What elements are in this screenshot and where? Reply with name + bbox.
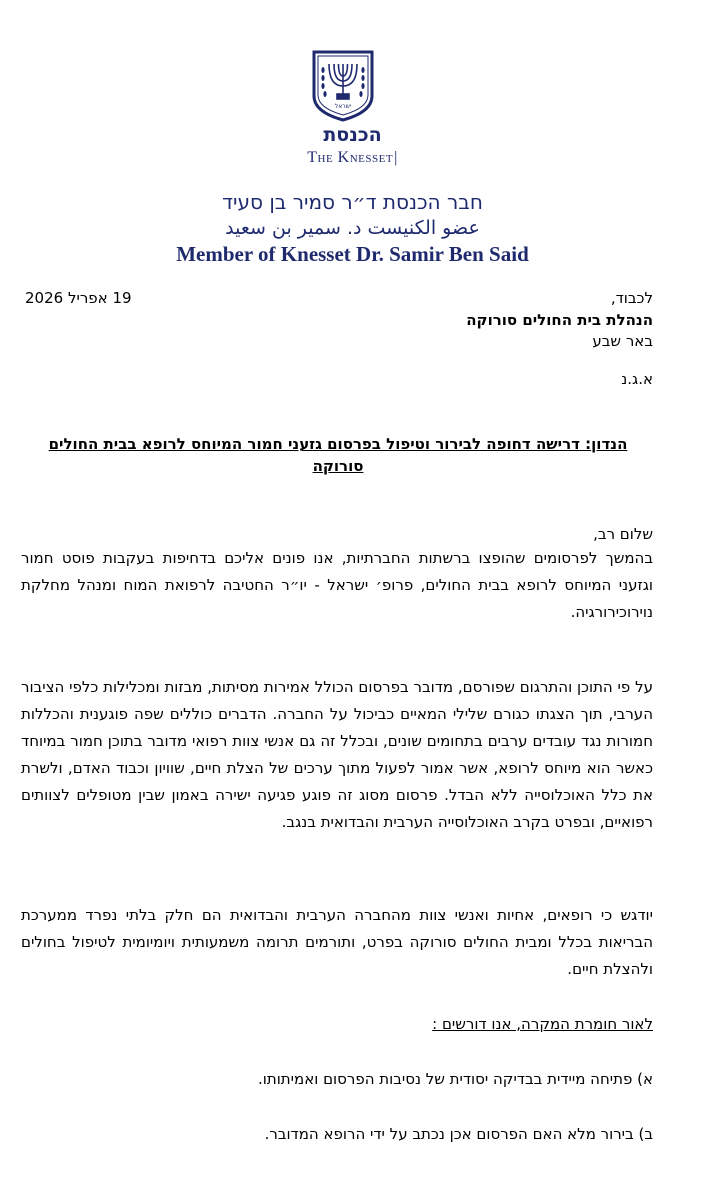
greeting-abbreviation: א.ג.נ <box>621 370 653 388</box>
letter-date: 19 אפריל 2026 <box>25 289 132 307</box>
recipient-organization: הנהלת בית החולים סורוקה <box>466 311 653 329</box>
salutation: שלום רב, <box>593 525 653 543</box>
demand-item-a: א) פתיחה מיידית בבדיקה יסודית של נסיבות הפרסום ואמיתותו. <box>258 1070 653 1088</box>
emblem-text: ישראל <box>334 103 352 110</box>
subject-text: דרישה דחופה לבירור וטיפול בפרסום גזעני חמור המיוחס לרופא בבית החולים סורוקה <box>48 435 580 475</box>
body-paragraph-2: על פי התוכן והתרגום שפורסם, מדובר בפרסום הכולל אמירות מסיתות, מבזות ומכלילות כלפי הציבור הערבי, תוך הצגתו כגורם שלילי המאיים כביכול על החברה. הדברים כוללים שפה פוגענית והכללות חמורות נגד עובדים ערבים בתחומים שונים, ובכלל זה גם אנשי צוות רפואי מדובר בתוכן חמור במיוחד כאשר הוא מיוחס לרופא, אשר אמור לפעול מתוך ערכים של הצלת חיים, שוויון וכבוד האדם, ולשרת את כלל האוכלוסייה ללא הבדל. פרסום מסוג זה פוגע פגיעה ישירה באמון שבין מטופלים לצוותים רפואיים, ובפרט בקרב האוכלוסייה הערבית והבדואית בנגב. <box>21 678 653 831</box>
member-name-hebrew: חבר הכנסת ד״ר סמיר בן סעיד <box>222 190 483 214</box>
institution-hebrew: הכנסת <box>323 124 382 146</box>
institution-english: The Knesset| <box>307 149 398 166</box>
subject-line: הנדון: דרישה דחופה לבירור וטיפול בפרסום גזעני חמור המיוחס לרופא בבית החולים סורוקה <box>48 435 628 475</box>
body-paragraph-3: יודגש כי רופאים, אחיות ואנשי צוות מהחברה הערבית והבדואית הם חלק בלתי נפרד ממערכת הבריאות בכלל ומבית החולים סורוקה בפרט, ותורמים תרומה משמעותית ויומיומית לטיפול בחולים ולהצלת חיים. <box>21 906 653 978</box>
subject-label: הנדון <box>591 435 628 453</box>
recipient-label: לכבוד, <box>610 289 653 307</box>
knesset-emblem-icon <box>310 50 376 122</box>
recipient-city: באר שבע <box>592 332 653 350</box>
body-paragraph-1: בהמשך לפרסומים שהופצו ברשתות החברתיות, אנו פונים אליכם בדחיפות בעקבות פוסט חמור וגזעני המיוחס לרופא בבית החולים, פרופ׳ ישראל - יו״ר החטיבה לרפואת המוח ומנהל מחלקת נוירוכירורגיה. <box>21 549 653 621</box>
demand-item-b: ב) בירור מלא האם הפרסום אכן נכתב על ידי הרופא המדובר. <box>264 1125 653 1143</box>
institution-english-text: The Knesset <box>307 149 394 166</box>
member-name-arabic: عضو الكنيست د. سمير بن سعيد <box>225 217 480 239</box>
member-name-english: Member of Knesset Dr. Samir Ben Said <box>176 242 529 266</box>
demands-title: לאור חומרת המקרה, אנו דורשים : <box>432 1015 653 1033</box>
